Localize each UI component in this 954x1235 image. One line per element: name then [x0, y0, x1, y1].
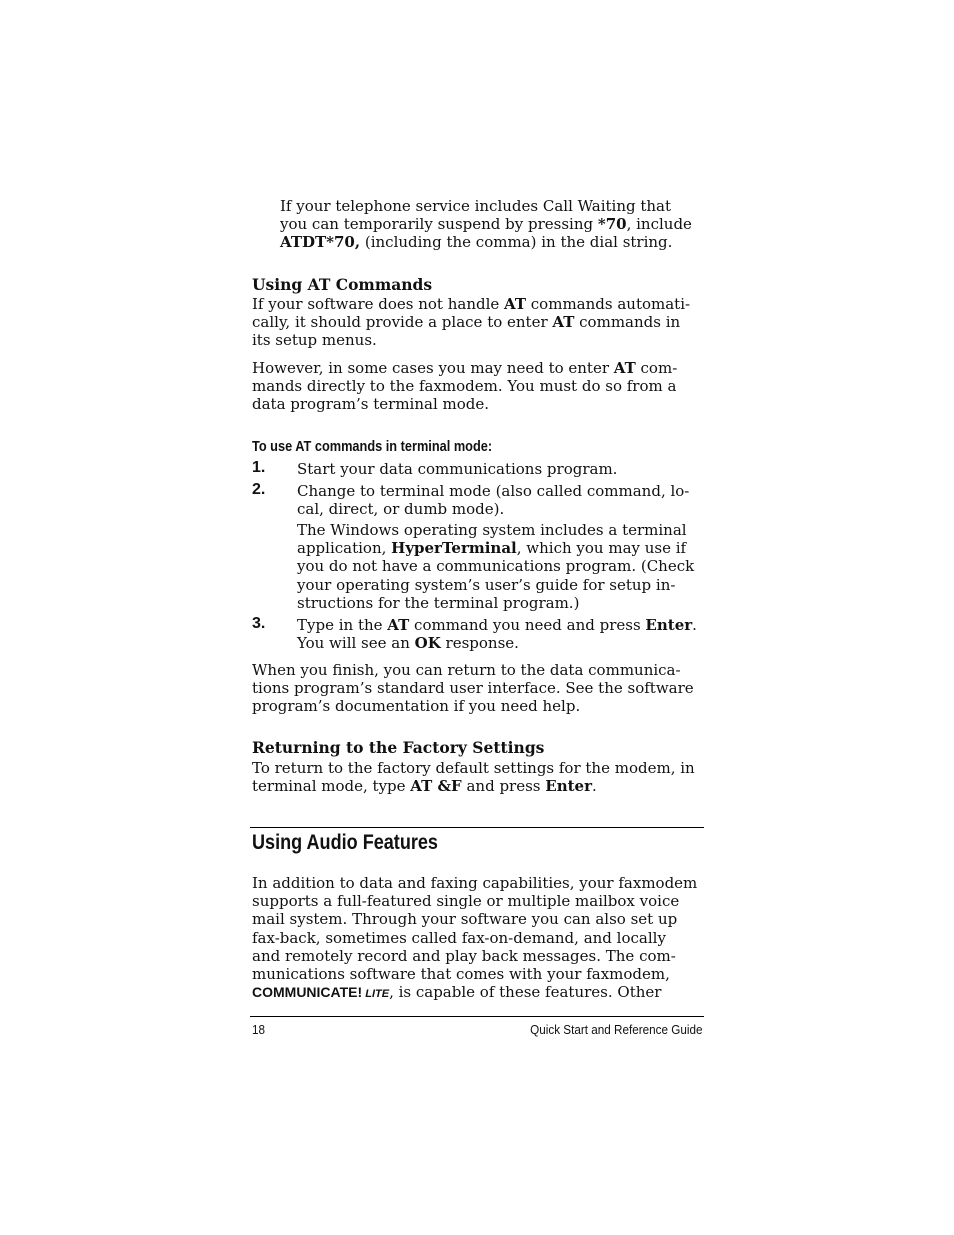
- step-number-1: 1.: [252, 459, 266, 476]
- note-line-2: you can temporarily suspend by pressing *70, include: [280, 215, 692, 234]
- procedure-heading: To use AT commands in terminal mode:: [252, 439, 493, 455]
- product-edition: LITE: [362, 988, 390, 1001]
- factory-settings-paragraph: To return to the factory default settings for the modem, in terminal mode, type AT &F and press Enter.: [252, 759, 695, 796]
- note-line-3: ATDT*70, (including the comma) in the dial string.: [280, 233, 673, 252]
- after-procedure-paragraph: When you finish, you can return to the data communica- tions program’s standard user interface. See the software program’s documentation if you need help.: [252, 661, 694, 716]
- step-2-text: Change to terminal mode (also called command, lo- cal, direct, or dumb mode).: [297, 482, 690, 519]
- audio-features-heading: Using Audio Features: [252, 831, 438, 854]
- page-number: 18: [252, 1022, 266, 1037]
- footer-rule: [250, 1016, 704, 1017]
- product-name: COMMUNICATE!: [252, 984, 363, 1001]
- at-commands-paragraph-1: If your software does not handle AT commands automati- cally, it should provide a place to enter AT commands in its setup menus.: [252, 295, 691, 350]
- audio-features-paragraph: In addition to data and faxing capabilities, your faxmodem supports a full-featured single or multiple mailbox voice mail system. Through your software you can also set up fax-back, sometimes called fax-on-demand, and locally and remotely record and play back messages. The com- munications software that comes with your faxmodem, COMMUNICATE! LITE, is capable of these features. Other: [252, 874, 698, 1002]
- step-1-text: Start your data communications program.: [297, 460, 618, 478]
- factory-settings-heading: Returning to the Factory Settings: [252, 738, 545, 757]
- step-2-note: The Windows operating system includes a terminal application, HyperTerminal, which you may use if you do not have a communications program. (Check your operating system’s user’s guide for setup in- structions for the terminal program.): [297, 521, 695, 612]
- call-waiting-note: [280, 197, 720, 252]
- note-line-1: If your telephone service includes Call Waiting that: [280, 197, 672, 215]
- footer-title: Quick Start and Reference Guide: [529, 1022, 702, 1037]
- step-number-2: 2.: [252, 481, 266, 498]
- section-divider: [250, 827, 704, 828]
- at-commands-paragraph-2: However, in some cases you may need to enter AT com- mands directly to the faxmodem. You must do so from a data program’s terminal mode.: [252, 359, 678, 414]
- step-3-text: Type in the AT command you need and press Enter. You will see an OK response.: [297, 616, 697, 653]
- step-number-3: 3.: [252, 615, 266, 632]
- at-commands-heading: Using AT Commands: [252, 275, 433, 294]
